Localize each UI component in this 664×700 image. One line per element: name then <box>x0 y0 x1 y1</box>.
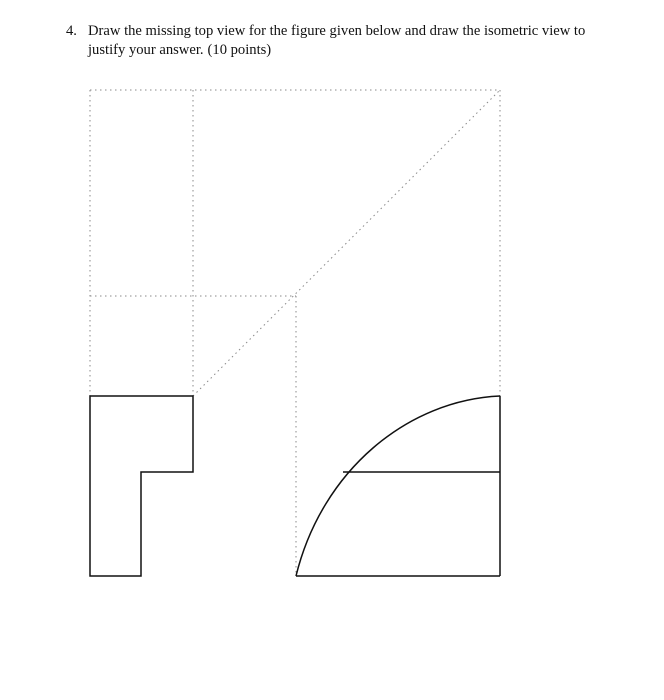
side-view <box>296 396 500 576</box>
question-points: (10 points) <box>207 42 272 58</box>
projection-guides <box>90 90 500 576</box>
miter-line <box>193 90 500 396</box>
front-view-outline <box>90 396 193 576</box>
question-text: Draw the missing top view for the figure given below and draw the isometric view to justify your answer. <box>88 23 586 58</box>
question-number: 4. <box>66 23 77 39</box>
side-view-arc <box>296 396 500 576</box>
